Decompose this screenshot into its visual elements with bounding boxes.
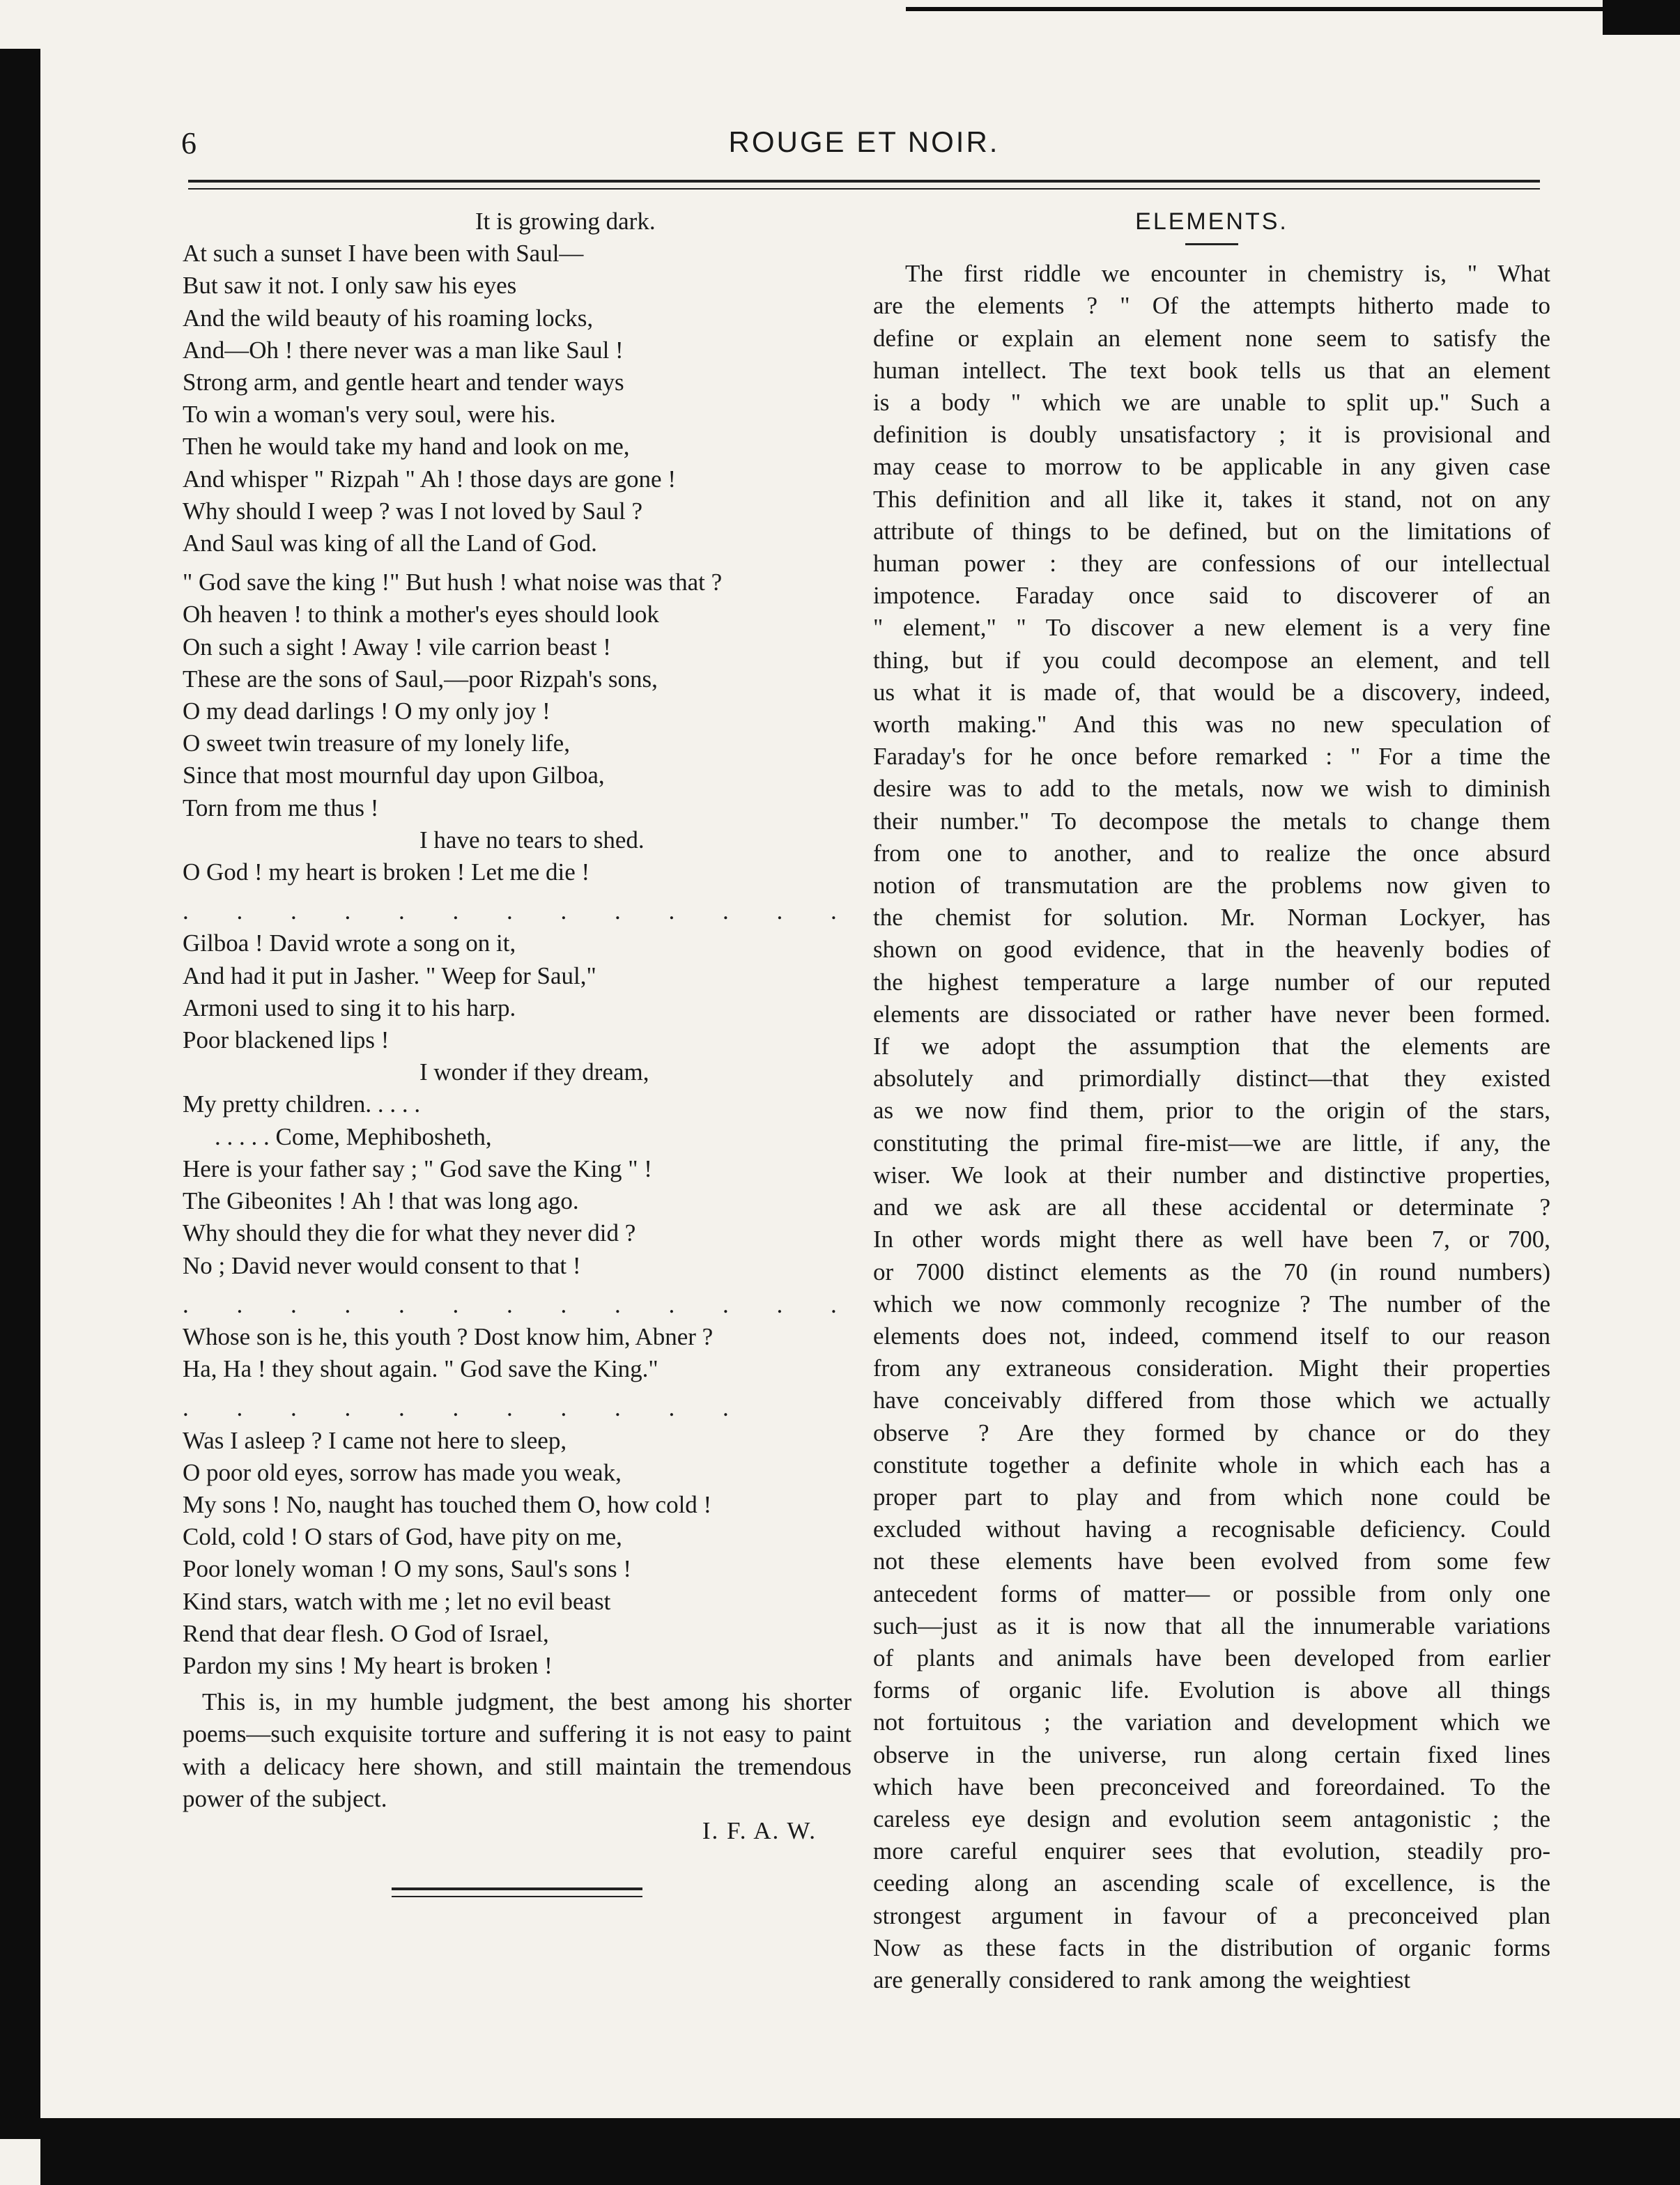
journal-title: ROUGE ET NOIR. (728, 125, 1000, 158)
stanza-gap (183, 559, 851, 566)
closing-rule (392, 1896, 642, 1897)
article-line: forms of organic life. Evolution is above all things (873, 1676, 1550, 1704)
article-line: In other words might there as well have been 7, or 700, (873, 1226, 1550, 1253)
closing-rule (392, 1887, 642, 1890)
page-number: 6 (181, 126, 196, 160)
poem-line: . . . . . Come, Mephibosheth, (215, 1122, 492, 1150)
article-line: not these elements have been evolved from some few (873, 1547, 1550, 1575)
article-line: are generally considered to rank among the weightiest (873, 1966, 1411, 1993)
scan-edge-left (0, 49, 40, 2139)
poem-line: Torn from me thus ! (183, 794, 379, 821)
poem-line: No ; David never would consent to that ! (183, 1251, 581, 1279)
poem-line: And had it put in Jasher. " Weep for Saul," (183, 962, 596, 989)
article-line: thing, but if you could decompose an element, and tell (873, 646, 1550, 674)
poem-line: And whisper " Rizpah " Ah ! those days are gone ! (183, 465, 676, 493)
ellipsis-row: . . . . . . . . . . . . . (183, 897, 858, 925)
stanza-gap (183, 1385, 851, 1392)
article-line: is a body " which we are unable to split up." Such a (873, 389, 1550, 417)
article-title: ELEMENTS. (1135, 208, 1288, 235)
poem-line: O poor old eyes, sorrow has made you weak, (183, 1458, 622, 1486)
poem-line: Rend that dear flesh. O God of Israel, (183, 1619, 549, 1647)
article-line: antecedent forms of matter— or possible from only one (873, 1580, 1550, 1607)
article-line: proper part to play and from which none could be (873, 1483, 1550, 1511)
article-line: constituting the primal fire-mist—we are little, if any, the (873, 1129, 1550, 1157)
article-line: as we now find them, prior to the origin of the stars, (873, 1097, 1550, 1125)
article-line: absolutely and primordially distinct—that they existed (873, 1065, 1550, 1092)
poem-line: Poor blackened lips ! (183, 1026, 390, 1054)
article-line: may cease to morrow to be applicable in any given case (873, 453, 1550, 481)
article-line: human intellect. The text book tells us that an element (873, 356, 1550, 384)
poem-line: Strong arm, and gentle heart and tender ways (183, 369, 624, 396)
poem-column (183, 206, 858, 1897)
poem-line: O God ! my heart is broken ! Let me die ! (183, 858, 590, 886)
scan-edge-bottom (40, 2118, 1680, 2185)
article-line: strongest argument in favour of a preconceived plan (873, 1901, 1550, 1929)
article-line: Faraday's for he once before remarked : " For a time the (873, 743, 1550, 771)
article-line: careless eye design and evolution seem antagonistic ; the (873, 1805, 1550, 1832)
poem-line: And—Oh ! there never was a man like Saul ! (183, 336, 624, 364)
article-line: are the elements ? " Of the attempts hitherto made to (873, 292, 1550, 320)
article-line: not fortuitous ; the variation and development which we (873, 1708, 1550, 1736)
article-body (873, 258, 1550, 1996)
poem-line: Why should I weep ? was I not loved by Saul ? (183, 497, 642, 525)
scan-edge-top (906, 7, 1658, 11)
poem-line: O sweet twin treasure of my lonely life, (183, 729, 570, 757)
article-line: more careful enquirer sees that evolution, steadily pro- (873, 1837, 1550, 1865)
article-line: us what it is made of, that would be a discovery, indeed, (873, 678, 1550, 706)
article-line: worth making." And this was no new speculation of (873, 711, 1550, 739)
poem-line: Here is your father say ; " God save the King " ! (183, 1155, 652, 1182)
poem-line: I have no tears to shed. (419, 826, 645, 854)
poem-line: O my dead darlings ! O my only joy ! (183, 697, 550, 725)
title-rule (1185, 243, 1238, 245)
poem-line: Pardon my sins ! My heart is broken ! (183, 1651, 553, 1679)
poem-line: On such a sight ! Away ! vile carrion beast ! (183, 633, 611, 661)
poem-line: My sons ! No, naught has touched them O, how cold ! (183, 1490, 712, 1518)
article-line: If we adopt the assumption that the elements are (873, 1033, 1550, 1060)
poem-line: Was I asleep ? I came not here to sleep, (183, 1426, 567, 1454)
poem-line: But saw it not. I only saw his eyes (183, 272, 517, 300)
article-line: the highest temperature a large number of our reputed (873, 968, 1550, 996)
article-line: of plants and animals have been developed from earlier (873, 1644, 1550, 1671)
scan-corner-top-right (1603, 0, 1680, 35)
article-line: the chemist for solution. Mr. Norman Lockyer, has (873, 904, 1550, 932)
article-line: or 7000 distinct elements as the 70 (in round numbers) (873, 1258, 1550, 1285)
article-line: wiser. We look at their number and distinctive properties, (873, 1161, 1550, 1189)
poem-line: At such a sunset I have been with Saul— (183, 240, 584, 268)
poem-line: Oh heaven ! to think a mother's eyes should look (183, 601, 659, 628)
article-line: The first riddle we encounter in chemistry is, " What (905, 260, 1550, 288)
article-line: from one to another, and to realize the once absurd (873, 839, 1550, 867)
article-line: their number." To decompose the metals to change them (873, 807, 1550, 835)
poem-line: Then he would take my hand and look on me, (183, 433, 630, 461)
ellipsis-row: . . . . . . . . . . . . . (183, 1290, 858, 1318)
signature: I. F. A. W. (702, 1816, 817, 1844)
poem-line: My pretty children. . . . . (183, 1090, 421, 1118)
article-line: excluded without having a recognisable deficiency. Could (873, 1515, 1550, 1543)
poem-line: Whose son is he, this youth ? Dost know him, Abner ? (183, 1322, 714, 1350)
commentary: This is, in my humble judgment, the best among his shorter poems—such exquisite torture and suffering it is not easy to paint with a delicacy here shown, and still maintain the tremendous power of the subject. (183, 1688, 851, 1812)
article-line: from any extraneous consideration. Might their properties (873, 1354, 1550, 1382)
header-rule (188, 180, 1540, 183)
running-head (181, 125, 1547, 167)
poem-line: Kind stars, watch with me ; let no evil beast (183, 1587, 611, 1615)
article-line: desire was to add to the metals, now we wish to diminish (873, 775, 1550, 803)
article-line: which we now commonly recognize ? The number of the (873, 1290, 1550, 1318)
article-line: human power : they are confessions of our intellectual (873, 550, 1550, 578)
article-line: and we ask are all these accidental or determinate ? (873, 1194, 1550, 1221)
article-line: Now as these facts in the distribution of organic forms (873, 1933, 1550, 1961)
poem-line: Armoni used to sing it to his harp. (183, 994, 516, 1021)
article-line: This definition and all like it, takes it stand, not on any (873, 485, 1550, 513)
poem-line: Gilboa ! David wrote a song on it, (183, 929, 516, 957)
article-line: observe in the universe, run along certain fixed lines (873, 1740, 1550, 1768)
poem-line: And Saul was king of all the Land of God. (183, 530, 597, 557)
article-line: attribute of things to be defined, but on the limitations of (873, 517, 1550, 545)
header-rule-thin (188, 188, 1540, 190)
article-column (873, 206, 1550, 1996)
article-line: shown on good evidence, that in the heavenly bodies of (873, 936, 1550, 964)
article-line: have conceivably differed from those which we actually (873, 1387, 1550, 1414)
stanza-gap (183, 1282, 851, 1289)
poem-line: And the wild beauty of his roaming locks, (183, 304, 594, 332)
article-line: define or explain an element none seem to satisfy the (873, 324, 1550, 352)
article-line: elements are dissociated or rather have never been formed. (873, 1000, 1550, 1028)
article-line: impotence. Faraday once said to discoverer of an (873, 582, 1550, 610)
article-line: ceeding along an ascending scale of excellence, is the (873, 1869, 1550, 1897)
poem-line: Why should they die for what they never did ? (183, 1219, 636, 1247)
poem-line: These are the sons of Saul,—poor Rizpah's sons, (183, 665, 658, 693)
article-line: " element," " To discover a new element is a very fine (873, 614, 1550, 642)
poem-line: I wonder if they dream, (419, 1058, 649, 1086)
stanza-gap (183, 888, 851, 895)
poem-line: Since that most mournful day upon Gilboa, (183, 762, 605, 789)
article-line: such—just as it is now that all the innumerable variations (873, 1612, 1550, 1639)
poem-line: It is growing dark. (475, 208, 656, 235)
article-line: observe ? Are they formed by chance or do they (873, 1419, 1550, 1446)
poem-line: To win a woman's very soul, were his. (183, 401, 556, 428)
article-line: elements does not, indeed, commend itself to our reason (873, 1322, 1550, 1350)
poem-line: Poor lonely woman ! O my sons, Saul's sons ! (183, 1555, 632, 1583)
poem-line: Ha, Ha ! they shout again. " God save the King." (183, 1355, 658, 1383)
article-line: notion of transmutation are the problems now given to (873, 872, 1550, 900)
poem-line: " God save the king !" But hush ! what noise was that ? (183, 569, 723, 596)
article-line: definition is doubly unsatisfactory ; it is provisional and (873, 421, 1550, 449)
poem-line: Cold, cold ! O stars of God, have pity on me, (183, 1523, 622, 1551)
article-line: constitute together a definite whole in which each has a (873, 1451, 1550, 1478)
ellipsis-row: . . . . . . . . . . . (183, 1394, 750, 1422)
article-line: which have been preconceived and foreordained. To the (873, 1773, 1550, 1800)
poem-line: The Gibeonites ! Ah ! that was long ago. (183, 1187, 579, 1215)
